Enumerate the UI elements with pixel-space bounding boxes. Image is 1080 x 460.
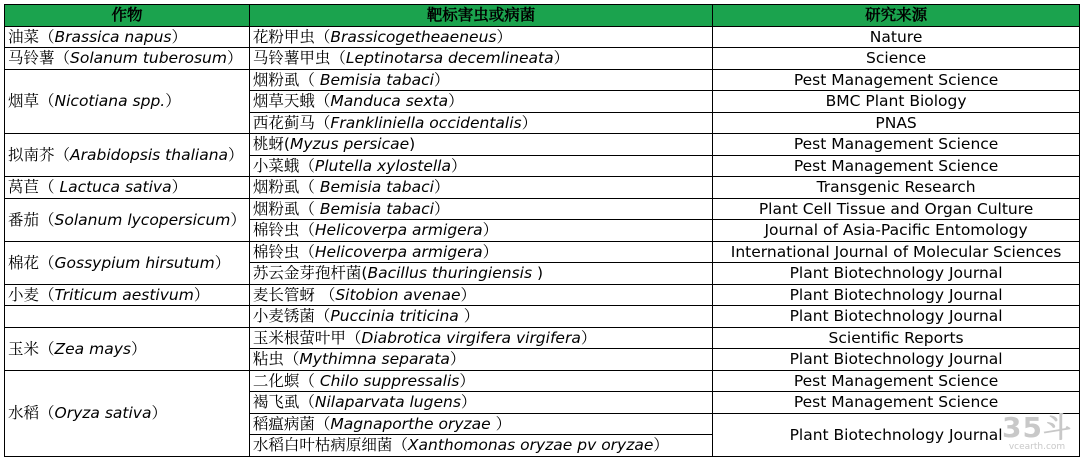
source-cell: Transgenic Research — [713, 177, 1080, 199]
name-latin: Arabidopsis thaliana — [70, 146, 229, 164]
name-close: ） — [460, 393, 477, 412]
crop-cell — [5, 284, 250, 306]
target-cell — [249, 91, 712, 113]
name-cn: 桃蚜( — [252, 135, 290, 154]
name-close: ） — [463, 307, 480, 326]
target-cell — [249, 220, 712, 242]
name-latin: Plutella xylostella — [314, 156, 451, 175]
target-cell — [249, 48, 712, 70]
name-latin: Lactuca sativa — [59, 178, 172, 197]
table-row — [5, 327, 1080, 349]
target-cell — [249, 177, 712, 199]
source-cell: Science — [713, 48, 1080, 70]
name-cn: 棉铃虫（ — [252, 242, 315, 261]
crop-cell — [5, 134, 250, 177]
name-cn: 苏云金芽孢杆菌( — [252, 264, 368, 283]
table-row — [5, 177, 1080, 199]
name-close: ） — [165, 92, 181, 111]
name-cn: 莴苣（ — [8, 178, 60, 197]
source-cell: Plant Biotechnology Journal — [713, 349, 1080, 371]
name-cn: 小麦（ — [8, 285, 55, 304]
name-close: ） — [580, 328, 597, 347]
source-cell: Plant Cell Tissue and Organ Culture — [713, 198, 1080, 220]
table-row — [5, 370, 1080, 392]
name-latin: Solanum tuberosum — [70, 49, 227, 68]
name-close: ） — [460, 285, 476, 304]
name-cn: 稻瘟病菌（ — [252, 414, 331, 433]
target-cell — [249, 198, 712, 220]
target-cell — [249, 435, 712, 457]
source-cell: International Journal of Molecular Sciences — [713, 241, 1080, 263]
name-close: ） — [495, 414, 512, 433]
name-close: ） — [482, 242, 499, 261]
target-cell — [249, 134, 712, 156]
name-close: ） — [450, 156, 467, 175]
name-cn: 烟粉虱（ — [252, 178, 320, 197]
source-cell: Journal of Asia-Pacific Entomology — [713, 220, 1080, 242]
source-cell: Plant Biotechnology Journal — [713, 413, 1080, 456]
name-cn: 二化螟（ — [252, 371, 320, 390]
name-latin: Magnaporthe oryzae — [330, 414, 496, 433]
name-cn: 烟草（ — [8, 92, 55, 111]
table-row — [5, 284, 1080, 306]
name-cn: 玉米（ — [8, 339, 55, 358]
source-cell: Pest Management Science — [713, 155, 1080, 177]
header-crop: 作物 — [5, 5, 250, 27]
name-latin: Nicotiana spp. — [54, 92, 166, 111]
table-row — [5, 48, 1080, 70]
table-row — [5, 134, 1080, 156]
name-close: ） — [653, 436, 669, 455]
name-cn: 拟南芥（ — [8, 146, 71, 164]
name-close: ） — [171, 178, 188, 197]
name-close: ) — [409, 135, 416, 154]
table-row — [5, 26, 1080, 48]
name-latin: Zea mays — [54, 339, 131, 358]
name-close: ） — [433, 178, 450, 197]
source-cell: BMC Plant Biology — [713, 91, 1080, 113]
name-cn: 水稻白叶枯病原细菌（ — [252, 436, 408, 455]
name-latin: Bemisia tabaci — [319, 178, 434, 197]
name-latin: Xanthomonas oryzae pv oryzae — [407, 436, 654, 455]
name-cn: 玉米根萤叶甲（ — [252, 328, 362, 347]
name-latin: Triticum aestivum — [54, 285, 194, 304]
name-cn: 粘虫（ — [252, 350, 300, 369]
crop-cell — [5, 48, 250, 70]
name-latin: Bemisia tabaci — [319, 199, 434, 218]
name-latin: Nilaparvata lugens — [314, 393, 461, 412]
name-latin: Frankliniella occidentalis — [330, 113, 522, 132]
name-cn: 烟粉虱（ — [252, 199, 320, 218]
target-cell — [249, 69, 712, 91]
crop-cell — [5, 241, 250, 284]
table-row — [5, 306, 1080, 328]
name-cn: 马铃薯甲虫（ — [252, 49, 346, 68]
source-cell: Plant Biotechnology Journal — [713, 306, 1080, 328]
crop-cell — [5, 177, 250, 199]
name-latin: Leptinotarsa decemlineata — [345, 49, 554, 68]
crop-cell — [5, 69, 250, 134]
name-close: ） — [193, 285, 210, 304]
crop-cell — [5, 370, 250, 456]
target-cell — [249, 327, 712, 349]
name-latin: Myzus persicae — [289, 135, 410, 154]
name-cn: 褐飞虱（ — [252, 393, 315, 412]
name-close: ） — [449, 350, 466, 369]
watermark-logo: 35斗 — [1002, 411, 1072, 444]
name-latin: Solanum lycopersicum — [54, 210, 231, 229]
watermark — [1002, 411, 1072, 452]
crop-cell — [5, 306, 250, 328]
name-close: ） — [433, 199, 450, 218]
name-close: ） — [130, 339, 147, 358]
table-row — [5, 241, 1080, 263]
header-row — [5, 5, 1080, 27]
name-close: ） — [482, 221, 499, 240]
name-close: ） — [459, 371, 475, 390]
source-cell: Pest Management Science — [713, 134, 1080, 156]
crop-cell — [5, 26, 250, 48]
target-cell — [249, 284, 712, 306]
header-target: 靶标害虫或病菌 — [249, 5, 712, 27]
target-cell — [249, 26, 712, 48]
target-cell — [249, 112, 712, 134]
name-latin: Bemisia tabaci — [319, 70, 434, 89]
name-latin: Brassicogetheaeneus — [330, 27, 497, 46]
source-cell: Pest Management Science — [713, 392, 1080, 414]
target-cell — [249, 263, 712, 285]
source-cell: Pest Management Science — [713, 370, 1080, 392]
target-cell — [249, 349, 712, 371]
name-close: ） — [230, 210, 246, 229]
name-cn: 麦长管蚜 （ — [252, 285, 336, 304]
table-row — [5, 69, 1080, 91]
name-close: ） — [433, 70, 450, 89]
name-close: ） — [448, 92, 464, 111]
name-cn: 马铃薯（ — [8, 49, 71, 68]
table-row — [5, 198, 1080, 220]
name-close: ） — [496, 27, 512, 46]
target-cell — [249, 392, 712, 414]
name-cn: 小菜蛾（ — [252, 156, 315, 175]
crop-cell — [5, 198, 250, 241]
name-cn: 烟草天蛾（ — [252, 92, 331, 111]
name-close: ） — [226, 49, 243, 68]
name-latin: Sitobion avenae — [335, 285, 461, 304]
target-cell — [249, 370, 712, 392]
name-cn: 小麦锈菌（ — [252, 307, 331, 326]
source-cell: Pest Management Science — [713, 69, 1080, 91]
name-cn: 油菜（ — [8, 27, 55, 46]
source-cell: Nature — [713, 26, 1080, 48]
name-cn: 棉铃虫（ — [252, 221, 315, 240]
name-latin: Diabrotica virgifera virgifera — [361, 328, 581, 347]
crop-cell — [5, 327, 250, 370]
name-latin: Mythimna separata — [299, 350, 450, 369]
name-latin: Chilo suppressalis — [319, 371, 460, 390]
source-cell: PNAS — [713, 112, 1080, 134]
name-close: ） — [521, 113, 538, 132]
target-cell — [249, 306, 712, 328]
name-cn: 棉花（ — [8, 253, 55, 272]
target-cell — [249, 155, 712, 177]
watermark-url: vcearth.com — [1008, 442, 1066, 452]
name-close: ） — [171, 27, 188, 46]
source-cell: Plant Biotechnology Journal — [713, 284, 1080, 306]
name-cn: 烟粉虱（ — [252, 70, 320, 89]
name-latin: Helicoverpa armigera — [314, 221, 483, 240]
name-latin: Helicoverpa armigera — [314, 242, 483, 261]
header-source: 研究来源 — [713, 5, 1080, 27]
name-latin: Oryza sativa — [54, 404, 152, 422]
name-latin: Manduca sexta — [330, 92, 449, 111]
name-latin: Gossypium hirsutum — [54, 253, 215, 272]
crop-pest-table — [4, 4, 1080, 457]
name-cn: 番茄（ — [8, 210, 55, 229]
name-latin: Brassica napus — [54, 27, 172, 46]
name-cn: 花粉甲虫（ — [252, 27, 331, 46]
name-latin: Bacillus thuringiensis — [367, 264, 537, 283]
name-cn: 水稻（ — [8, 404, 55, 422]
name-close: ） — [151, 404, 167, 422]
name-close: ） — [214, 253, 231, 272]
target-cell — [249, 413, 712, 435]
name-cn: 西花蓟马（ — [252, 113, 331, 132]
target-cell — [249, 241, 712, 263]
name-latin: Puccinia triticina — [330, 307, 464, 326]
name-close: ) — [536, 264, 544, 283]
source-cell: Plant Biotechnology Journal — [713, 263, 1080, 285]
name-close: ） — [553, 49, 570, 68]
name-close: ） — [228, 146, 244, 164]
source-cell: Scientific Reports — [713, 327, 1080, 349]
